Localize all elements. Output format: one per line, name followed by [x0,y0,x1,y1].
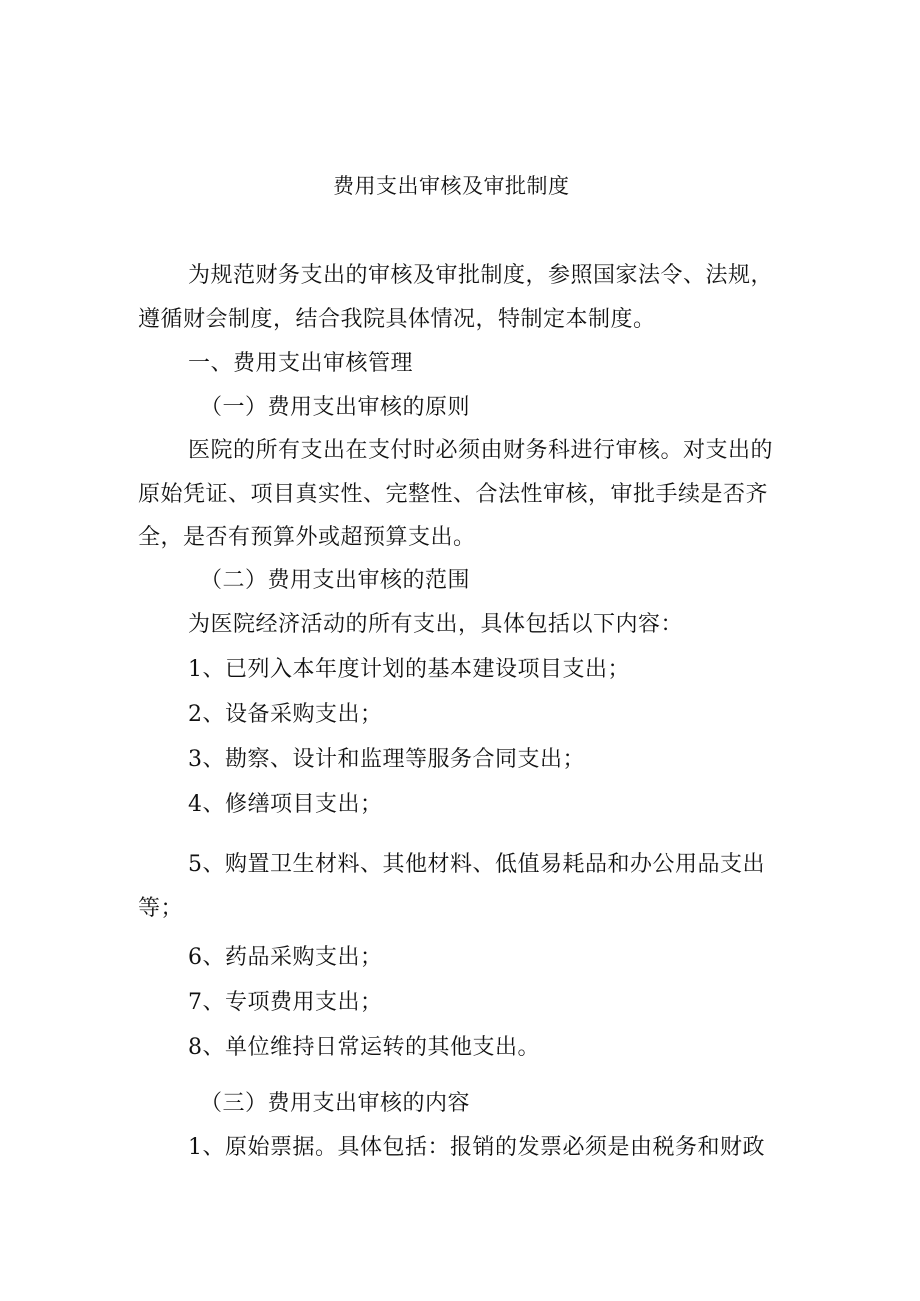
scope-list-item: 7、专项费用支出； [188,990,383,1015]
scope-list-item: 4、修缮项目支出； [188,792,383,817]
scope-list-item: 8、单位维持日常运转的其他支出。 [188,1035,540,1060]
scope-list-item-continuation: 等； [138,896,184,921]
scope-list-item: 6、药品采购支出； [188,945,383,970]
document-title: 费用支出审核及审批制度 [333,174,570,198]
subsection-1-heading: （一）费用支出审核的原则 [200,395,471,420]
scope-list-item: 3、勘察、设计和监理等服务合同支出； [188,747,585,772]
principle-paragraph-line-3: 全，是否有预算外或超预算支出。 [138,525,476,550]
scope-intro: 为医院经济活动的所有支出，具体包括以下内容： [188,612,684,637]
intro-paragraph-line-2: 遵循财会制度，结合我院具体情况，特制定本制度。 [138,307,656,332]
principle-paragraph-line-1: 医院的所有支出在支付时必须由财务科进行审核。对支出的 [188,438,774,463]
content-paragraph-line-1: 1、原始票据。具体包括：报销的发票必须是由税务和财政 [188,1135,765,1160]
scope-list-item: 5、购置卫生材料、其他材料、低值易耗品和办公用品支出 [188,852,765,877]
section-1-heading: 一、费用支出审核管理 [188,351,414,376]
scope-list-item: 1、已列入本年度计划的基本建设项目支出； [188,657,630,682]
subsection-3-heading: （三）费用支出审核的内容 [200,1091,471,1116]
intro-paragraph-line-1: 为规范财务支出的审核及审批制度，参照国家法令、法规， [188,263,774,288]
scope-list-item: 2、设备采购支出； [188,702,383,727]
principle-paragraph-line-2: 原始凭证、项目真实性、完整性、合法性审核，审批手续是否齐 [138,482,769,507]
subsection-2-heading: （二）费用支出审核的范围 [200,568,471,593]
